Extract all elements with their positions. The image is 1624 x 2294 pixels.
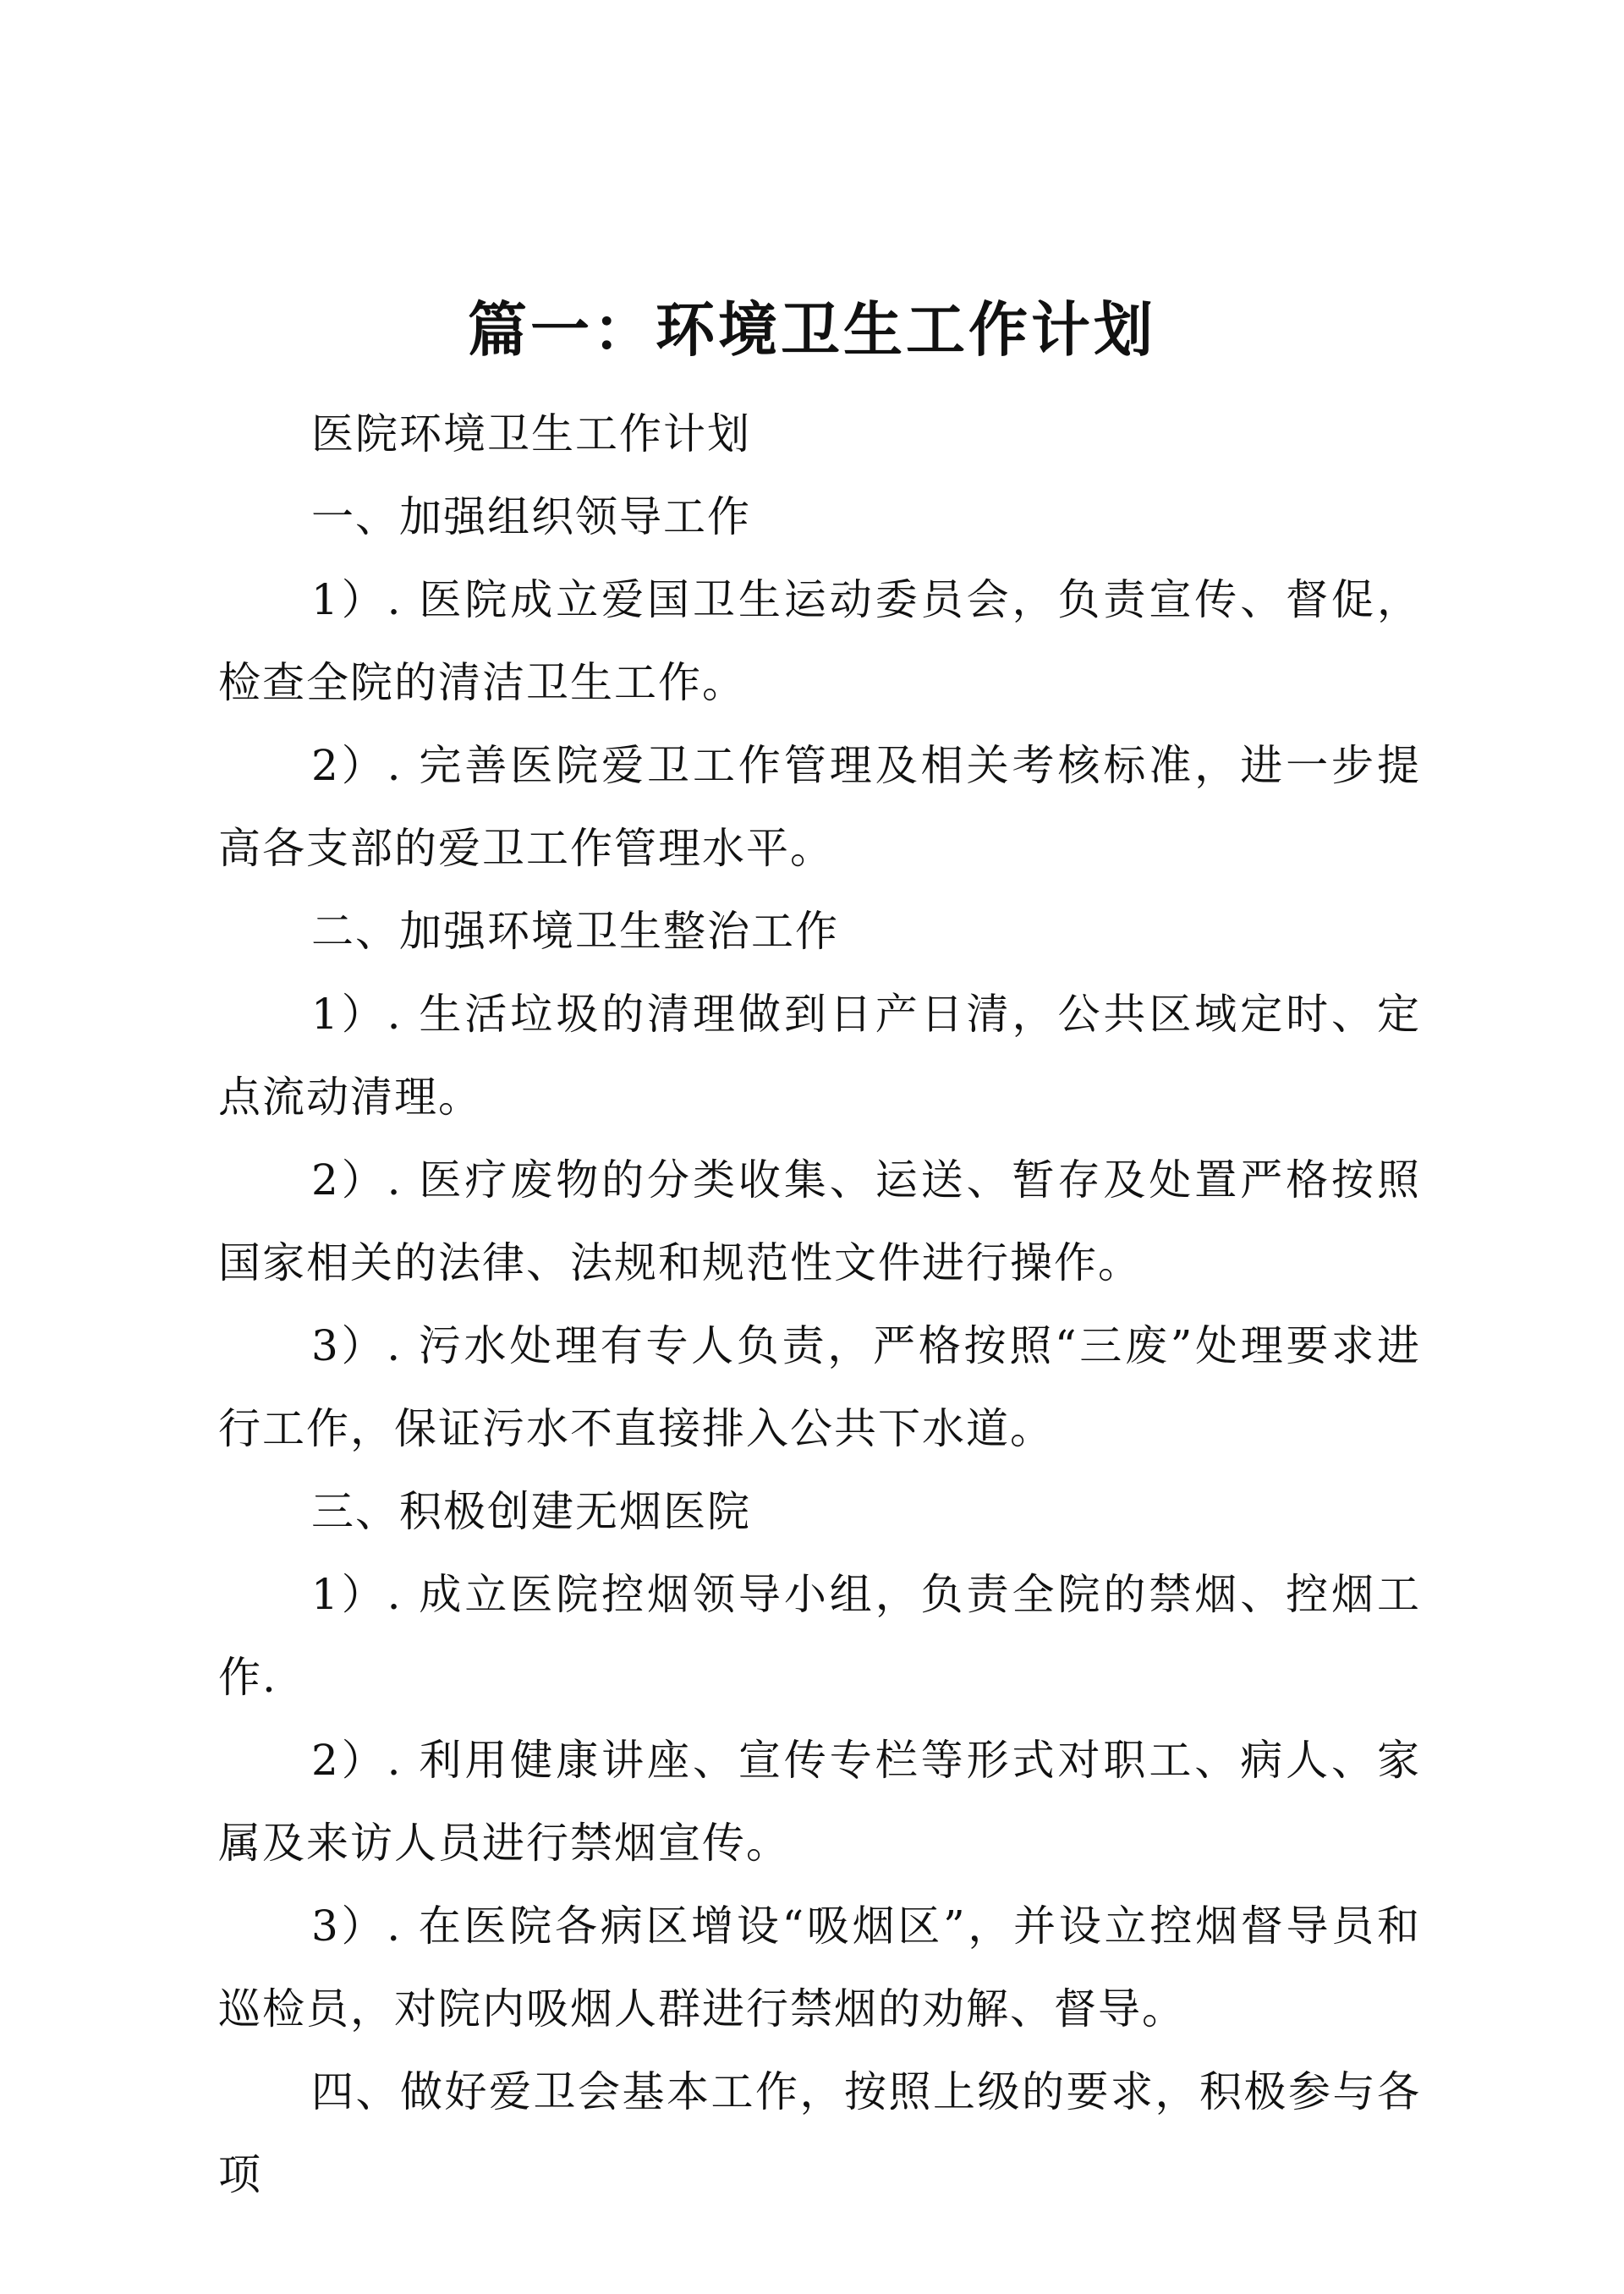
paragraph: 1）. 成立医院控烟领导小组，负责全院的禁烟、控烟工作. — [218, 1570, 1421, 1702]
section-heading-2: 二、加强环境卫生整治工作 — [311, 907, 839, 956]
document-title: 篇一：环境卫生工作计划 — [468, 294, 1156, 365]
paragraph: 1）. 医院成立爱国卫生运动委员会，负责宣传、督促，检查全院的清洁卫生工作。 — [218, 575, 1421, 707]
paragraph: 2）. 利用健康讲座、宣传专栏等形式对职工、病人、家属及来访人员进行禁烟宣传。 — [218, 1736, 1421, 1868]
paragraph: 3）. 污水处理有专人负责，严格按照“三废”处理要求进行工作，保证污水不直接排入公共下水道。 — [218, 1321, 1421, 1453]
paragraph: 1）. 生活垃圾的清理做到日产日清，公共区域定时、定点流动清理。 — [218, 990, 1421, 1122]
section-heading-4: 四、做好爱卫会基本工作，按照上级的要求，积极参与各项 — [218, 2067, 1421, 2199]
section-heading-3: 三、积极创建无烟医院 — [311, 1487, 751, 1536]
paragraph-plan-name: 医院环境卫生工作计划 — [311, 409, 751, 458]
paragraph: 2）. 完善医院爱卫工作管理及相关考核标准，进一步提高各支部的爱卫工作管理水平。 — [218, 741, 1421, 873]
paragraph: 3）. 在医院各病区增设“吸烟区”，并设立控烟督导员和巡检员，对院内吸烟人群进行禁烟的劝解、督导。 — [218, 1902, 1421, 2033]
section-heading-1: 一、加强组织领导工作 — [311, 492, 751, 541]
document-body — [218, 392, 1421, 2216]
paragraph: 2）. 医疗废物的分类收集、运送、暂存及处置严格按照国家相关的法律、法规和规范性文件进行操作。 — [218, 1155, 1421, 1287]
